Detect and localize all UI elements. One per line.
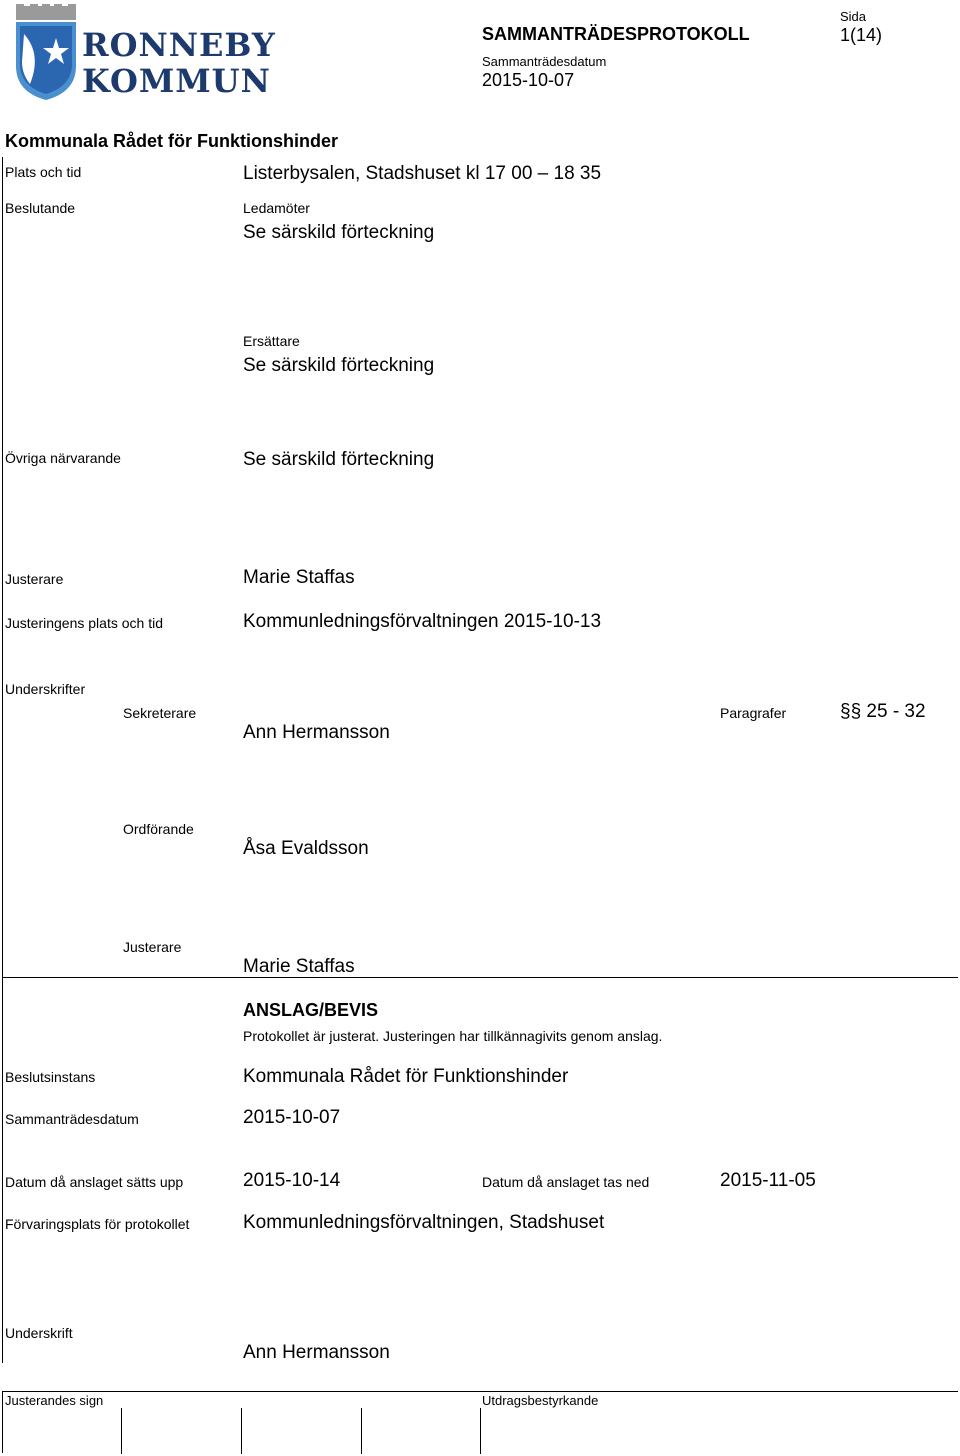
section-divider (2, 977, 958, 978)
adjuster-value: Marie Staffas (243, 567, 355, 588)
instance-label: Beslutsinstans (5, 1069, 96, 1085)
adjuster-label: Justerare (5, 571, 64, 587)
chair-label: Ordförande (123, 821, 194, 837)
adjuster-sign-label: Justerandes sign (5, 1393, 104, 1408)
posted-date-value: 2015-10-14 (243, 1170, 341, 1191)
document-title: SAMMANTRÄDESPROTOKOLL (482, 24, 750, 44)
logo-line-ronneby: RONNEBY (82, 26, 276, 64)
notice-left-border (2, 977, 3, 1363)
instance-value: Kommunala Rådet för Funktionshinder (243, 1066, 569, 1087)
secretary-label: Sekreterare (123, 705, 197, 721)
signature-name: Ann Hermansson (243, 1342, 390, 1363)
coat-of-arms-icon (12, 4, 80, 102)
header-date-value: 2015-10-07 (482, 70, 575, 90)
footer-sign-box-divider-3 (361, 1408, 362, 1454)
paragraphs-value: §§ 25 - 32 (840, 701, 926, 722)
storage-value: Kommunledningsförvaltningen, Stadshuset (243, 1212, 605, 1233)
logo-line-kommun: KOMMUN (82, 62, 271, 100)
notice-text: Protokollet är justerat. Justeringen har tillkännagivits genom anslag. (243, 1028, 663, 1044)
place-value: Listerbysalen, Stadshuset kl 17 00 – 18 35 (243, 163, 602, 184)
others-present-value: Se särskild förteckning (243, 449, 435, 470)
header-date-label: Sammanträdesdatum (482, 54, 607, 69)
others-present-label: Övriga närvarande (5, 450, 121, 466)
page-number: 1(14) (840, 25, 883, 45)
left-border-line (2, 157, 3, 977)
decision-makers-label: Beslutande (5, 200, 76, 216)
members-value: Se särskild förteckning (243, 222, 435, 243)
place-label: Plats och tid (5, 164, 82, 180)
footer-top-line (2, 1391, 958, 1392)
removed-date-value: 2015-11-05 (720, 1170, 816, 1191)
notice-heading: ANSLAG/BEVIS (243, 1000, 379, 1020)
extract-label: Utdragsbestyrkande (482, 1393, 599, 1408)
substitutes-value: Se särskild förteckning (243, 355, 435, 376)
signatures-label: Underskrifter (5, 681, 86, 697)
meeting-date-value: 2015-10-07 (243, 1107, 341, 1128)
signature-adjuster-name: Marie Staffas (243, 956, 355, 977)
storage-label: Förvaringsplats för protokollet (5, 1216, 190, 1232)
footer-sign-box-divider-2 (241, 1408, 242, 1454)
adjust-place-value: Kommunledningsförvaltningen 2015-10-13 (243, 611, 602, 632)
footer-sign-box-divider-1 (121, 1408, 122, 1454)
chair-name: Åsa Evaldsson (243, 838, 369, 859)
substitutes-label: Ersättare (243, 333, 300, 349)
meeting-date-label: Sammanträdesdatum (5, 1111, 139, 1127)
adjust-place-label: Justeringens plats och tid (5, 615, 163, 631)
body-title: Kommunala Rådet för Funktionshinder (5, 131, 339, 151)
posted-date-label: Datum då anslaget sätts upp (5, 1174, 184, 1190)
signature-adjuster-label: Justerare (123, 939, 182, 955)
page-label: Sida (840, 9, 867, 24)
footer-sign-box-divider-4 (480, 1408, 481, 1454)
members-label: Ledamöter (243, 200, 310, 216)
removed-date-label: Datum då anslaget tas ned (482, 1174, 650, 1190)
signature-label: Underskrift (5, 1325, 73, 1341)
footer-left-border (2, 1391, 3, 1453)
paragraphs-label: Paragrafer (720, 705, 787, 721)
secretary-name: Ann Hermansson (243, 722, 390, 743)
ronneby-kommun-logo (12, 4, 276, 104)
